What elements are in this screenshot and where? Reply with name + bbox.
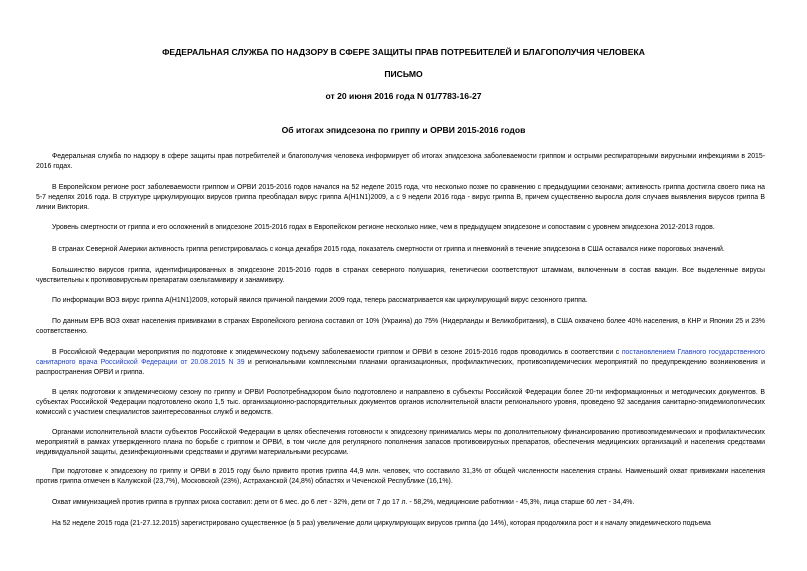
doc-type: ПИСЬМО: [384, 69, 423, 79]
paragraph-8: В Российской Федерации мероприятия по подготовке к эпидемическому подъему заболеваемости гриппом и ОРВИ в сезоне 2015-2016 годов проводились в соответствии с постановлением Главного государственного санитарного врача Российской Федерации от 20.08.2015 N 39 и региональными комплексными планами организационных, профилактических, противоэпидемических мероприятий по предупреждению возникновения и распространения ОРВИ и гриппа.: [36, 349, 766, 376]
date-number: от 20 июня 2016 года N 01/7783-16-27: [325, 91, 482, 101]
paragraph-4: В странах Северной Америки активность гриппа регистрировалась с конца декабря 2015 года, показатель смертности от гриппа и пневмоний в течение эпидсезона в США оставался ниже пороговых значений.: [52, 246, 725, 253]
agency-title: ФЕДЕРАЛЬНАЯ СЛУЖБА ПО НАДЗОРУ В СФЕРЕ ЗАЩИТЫ ПРАВ ПОТРЕБИТЕЛЕЙ И БЛАГОПОЛУЧИЯ ЧЕЛОВЕКА: [162, 47, 645, 57]
paragraph-12: Охват иммунизацией против гриппа в группах риска составил: дети от 6 мес. до 6 лет - 32%, дети от 7 до 17 л. - 58,2%, медицинские работники - 45,3%, лица старше 60 лет - 34,4%.: [52, 499, 635, 506]
paragraph-9: В целях подготовки к эпидемическому сезону по гриппу и ОРВИ Роспотребнадзором было подготовлено и направлено в субъекты Российской Федерации более 20-ти информационных и методических документов. В субъектах Российской Федерации подготовлено около 1,5 тыс. организационно-распорядительных документов органов исполнительной власти регионального уровня, проведено 92 заседания санитарно-эпидемиологических комиссий с участием специалистов заинтересованных служб и ведомств.: [36, 389, 765, 416]
paragraph-5: Большинство вирусов гриппа, идентифицированных в эпидсезоне 2015-2016 годов в странах северного полушария, генетически соответствуют штаммам, включенным в состав вакцин. Все выделенные вирусы чувствительны к противовирусным препаратам озельтамивиру и занамивиру.: [36, 267, 765, 284]
paragraph-13: На 52 неделе 2015 года (21-27.12.2015) зарегистрировано существенное (в 5 раз) увеличение доли циркулирующих вирусов гриппа (до 14%), которая продолжила рост и к началу эпидемического подъема: [52, 520, 711, 527]
paragraph-10: Органами исполнительной власти субъектов Российской Федерации в целях обеспечения готовности к эпидсезону принимались меры по дополнительному финансированию противоэпидемических и профилактических мероприятий в рамках утвержденного плана по борьбе с гриппом и ОРВИ, в том числе для регулярного пополнения запасов противовирусных препаратов, обеспечения медицинских организаций и населения средствами индивидуальной защиты, дезинфекционными средствами и другими материальными ресурсами.: [36, 429, 765, 456]
decree-link[interactable]: постановлением Главного государственного санитарного врача Российской Федерации от 20.08.2015 N 39: [36, 349, 766, 366]
document-title: Об итогах эпидсезона по гриппу и ОРВИ 2015-2016 годов: [281, 125, 526, 135]
paragraph-1: Федеральная служба по надзору в сфере защиты прав потребителей и благополучия человека информирует об итогах эпидсезона заболеваемости гриппом и острыми респираторными вирусными инфекциями в 2015-2016 годах.: [36, 153, 765, 170]
paragraph-7: По данным ЕРБ ВОЗ охват населения прививками в странах Европейского региона составил от 10% (Украина) до 75% (Нидерланды и Великобритания), в США охвачено более 40% населения, в КНР и Японии 25 и 23% соответственно.: [36, 318, 765, 335]
paragraph-6: По информации ВОЗ вирус гриппа А(H1N1)2009, который явился причиной пандемии 2009 года, теперь рассматривается как циркулирующий вирус сезонного гриппа.: [52, 297, 588, 304]
paragraph-11: При подготовке к эпидсезону по гриппу и ОРВИ в 2015 году было привито против гриппа 44,9 млн. человек, что составило 31,3% от общей численности населения страны. Наименьший охват прививками населения против гриппа отмечен в Калужской (23,7%), Московской (23%), Астраханской (24,8%) областях и Чеченской Республике (16,1%).: [36, 468, 765, 485]
paragraph-2: В Европейском регионе рост заболеваемости гриппом и ОРВИ 2015-2016 годов начался на 52 неделе 2015 года, что несколько позже по сравнению с предыдущими сезонами; активность гриппа достигла своего пика на 5-7 неделях 2016 года. В структуре циркулирующих вирусов гриппа преобладал вирус гриппа А(H1N1)2009, а с 9 недели 2016 года - вирус гриппа В, причем существенно выросла доля случаев выявления вирусов гриппа В линии Виктория.: [36, 184, 765, 211]
paragraph-3: Уровень смертности от гриппа и его осложнений в эпидсезоне 2015-2016 годах в Европейском регионе несколько ниже, чем в предыдущем эпидсезоне и сопоставим с уровнем эпидсезона 2012-2013 годов.: [52, 224, 715, 231]
